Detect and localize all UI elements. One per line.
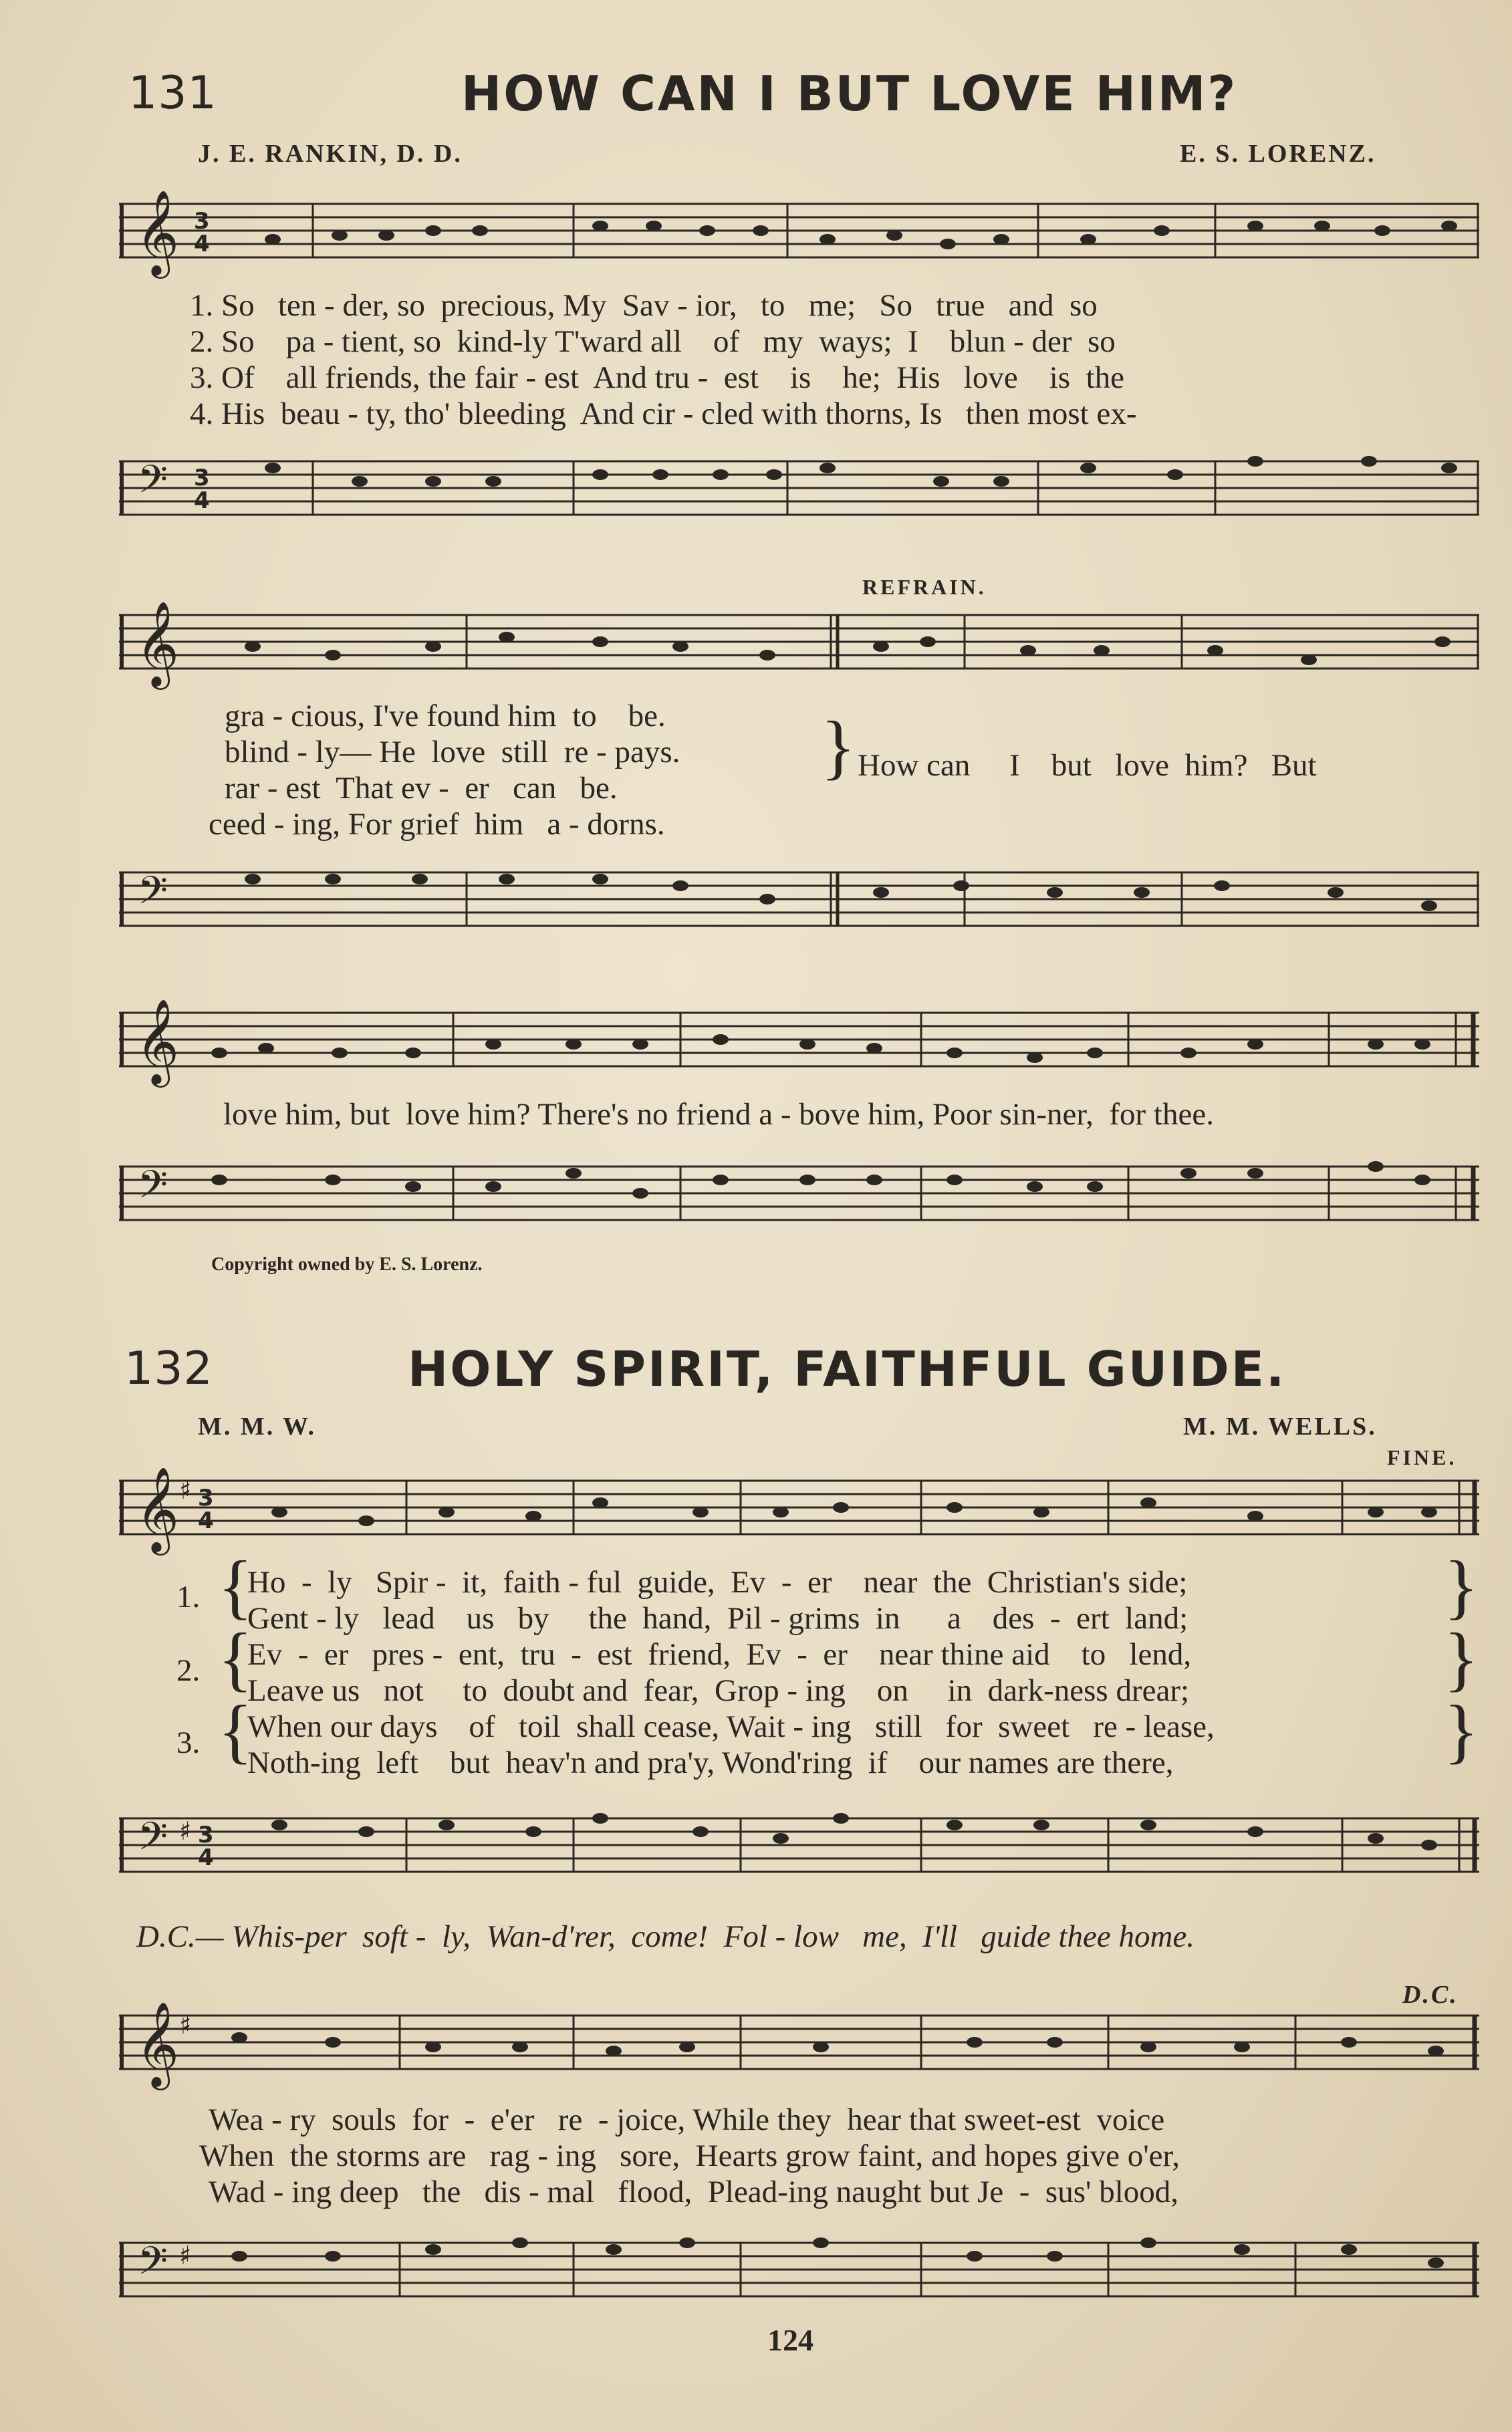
hymn-132-title: HOLY SPIRIT, FAITHFUL GUIDE. <box>408 1341 1287 1397</box>
hymn-131-verse-2-end: blind - ly— He love still re - pays. <box>225 735 680 769</box>
hymn-132-verse-number-2: 2. <box>176 1653 201 1688</box>
svg-text:𝄞: 𝄞 <box>136 998 180 1084</box>
hymn-132-author: M. M. W. <box>198 1413 317 1441</box>
hymn-131-verse-3-end: rar - est That ev - er can be. <box>225 771 618 806</box>
svg-text:♯: ♯ <box>179 1475 192 1505</box>
hymn-131-staff-2-bass <box>119 859 1479 959</box>
hymn-132-verse-2-line-1: Ev - er pres - ent, tru - est friend, Ev - er near thine aid to lend, <box>247 1637 1192 1672</box>
hymn-132-composer: M. M. WELLS. <box>1183 1413 1377 1441</box>
hymn-131-refrain-brace: } <box>821 707 856 787</box>
hymn-132-verse-3-brace-right: } <box>1444 1691 1479 1771</box>
hymn-132-verse-1-line-2: Gent - ly lead us by the hand, Pil - grims in a des - ert land; <box>247 1601 1188 1636</box>
hymn-131-staff-3-treble <box>119 996 1479 1103</box>
hymn-132-verse-number-3: 3. <box>176 1725 201 1760</box>
hymn-132-staff-1-bass <box>119 1805 1479 1905</box>
hymn-131-verse-4: 4. His beau - ty, tho' bleeding And cir - cled with thorns, Is then most ex- <box>190 396 1137 431</box>
svg-text:𝄞: 𝄞 <box>136 189 180 275</box>
hymn-131-composer: E. S. LORENZ. <box>1180 140 1376 168</box>
hymn-132-refrain-verse-1: Wea - ry souls for - e'er re - joice, While they hear that sweet-est voice <box>209 2102 1165 2137</box>
hymn-132-verse-3-brace-left: } <box>218 1691 253 1771</box>
svg-text:𝄞: 𝄞 <box>136 600 180 686</box>
svg-text:3: 3 <box>198 1485 214 1511</box>
svg-text:𝄢: 𝄢 <box>138 457 168 511</box>
svg-text:𝄢: 𝄢 <box>138 2238 168 2293</box>
hymn-132-verse-1-line-1: Ho - ly Spir - it, faith - ful guide, Ev - er near the Christian's side; <box>247 1565 1188 1600</box>
svg-text:3: 3 <box>194 208 210 235</box>
hymn-131-staff-3-bass <box>119 1153 1479 1253</box>
svg-text:4: 4 <box>194 487 210 514</box>
hymn-132-staff-2-bass <box>119 2229 1479 2330</box>
hymn-132-verse-3-line-1: When our days of toil shall cease, Wait - ing still for sweet re - lease, <box>247 1709 1215 1744</box>
svg-text:3: 3 <box>198 1822 214 1848</box>
hymn-132-staff-1-treble <box>119 1464 1479 1571</box>
hymn-132-number: 132 <box>124 1342 213 1395</box>
hymn-132-verse-2-line-2: Leave us not to doubt and fear, Grop - ing on in dark-ness drear; <box>247 1673 1190 1708</box>
svg-text:𝄢: 𝄢 <box>138 868 168 923</box>
svg-text:4: 4 <box>198 1844 214 1871</box>
svg-text:𝄞: 𝄞 <box>136 1466 180 1552</box>
hymn-131-staff-1-treble <box>119 187 1479 294</box>
hymn-131-copyright: Copyright owned by E. S. Lorenz. <box>211 1254 483 1275</box>
hymn-131-verse-1: 1. So ten - der, so precious, My Sav - ior, to me; So true and so <box>190 288 1098 323</box>
hymn-131-staff-2-treble <box>119 598 1479 705</box>
hymn-132-refrain-verse-2: When the storms are rag - ing sore, Hearts grow faint, and hopes give o'er, <box>199 2139 1180 2173</box>
hymn-131-verse-2: 2. So pa - tient, so kind-ly T'ward all of my ways; I blun - der so <box>190 324 1116 359</box>
hymn-132-verse-number-1: 1. <box>176 1580 201 1614</box>
hymn-131-refrain-line-1: How can I but love him? But <box>858 748 1317 783</box>
hymn-132-fine-label: FINE. <box>1387 1445 1457 1469</box>
hymn-131-refrain-label: REFRAIN. <box>862 575 987 599</box>
hymn-132-verse-1-brace-left: } <box>218 1547 253 1626</box>
svg-text:𝄞: 𝄞 <box>136 2001 180 2086</box>
hymn-132-verse-3-line-2: Noth-ing left but heav'n and pra'y, Wond'ring if our names are there, <box>247 1745 1174 1780</box>
hymn-132-verse-2-brace-left: } <box>218 1619 253 1699</box>
hymn-131-author: J. E. RANKIN, D. D. <box>198 140 463 168</box>
svg-text:3: 3 <box>194 465 210 491</box>
svg-text:♯: ♯ <box>179 2010 192 2040</box>
hymn-132-refrain-verse-3: Wad - ing deep the dis - mal flood, Plead-ing naught but Je - sus' blood, <box>209 2175 1179 2209</box>
page-number: 124 <box>767 2323 813 2357</box>
hymn-132-staff-2-treble <box>119 1999 1479 2106</box>
hymn-132-verse-2-brace-right: } <box>1444 1619 1479 1699</box>
hymn-131-title: HOW CAN I BUT LOVE HIM? <box>461 66 1238 122</box>
hymn-132-dc-text: D.C.— Whis-per soft - ly, Wan-d'rer, come! Fol - low me, I'll guide thee home. <box>136 1919 1195 1954</box>
svg-text:𝄢: 𝄢 <box>138 1814 168 1868</box>
hymn-132-verse-1-brace-right: } <box>1444 1547 1479 1626</box>
hymn-131-staff-1-bass <box>119 448 1479 555</box>
svg-text:♯: ♯ <box>179 2241 192 2270</box>
svg-text:♯: ♯ <box>179 1816 192 1846</box>
hymn-132-dc-label: D.C. <box>1402 1981 1459 2009</box>
svg-text:4: 4 <box>198 1507 214 1534</box>
hymn-131-verse-3: 3. Of all friends, the fair - est And tru - est is he; His love is the <box>190 360 1124 395</box>
svg-text:𝄢: 𝄢 <box>138 1162 168 1217</box>
hymn-131-verse-4-end: ceed - ing, For grief him a - dorns. <box>209 807 665 842</box>
hymn-131-number: 131 <box>128 67 217 120</box>
hymn-131-refrain-line-2: love him, but love him? There's no friend a - bove him, Poor sin-ner, for thee. <box>223 1097 1214 1132</box>
svg-text:4: 4 <box>194 231 210 257</box>
hymn-131-verse-1-end: gra - cious, I've found him to be. <box>225 699 666 733</box>
